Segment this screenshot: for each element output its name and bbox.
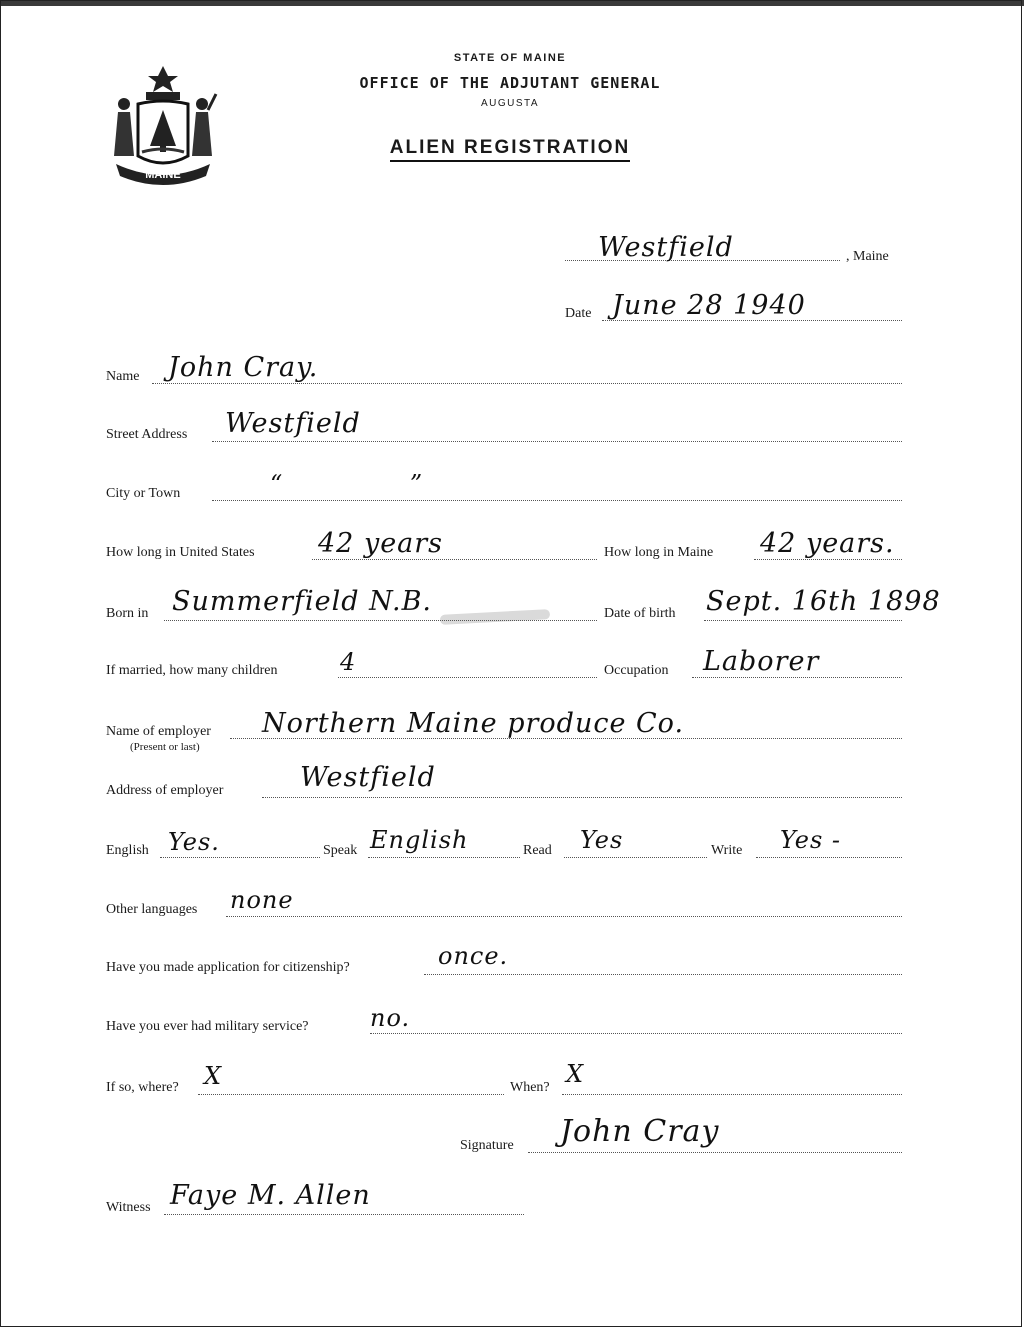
other-languages-label: Other languages — [106, 902, 198, 917]
emp-address-value: Westfield — [300, 762, 436, 793]
employer-label: Name of employer — [106, 724, 211, 739]
witness-value: Faye M. Allen — [170, 1180, 371, 1211]
occupation-label: Occupation — [604, 663, 669, 678]
form-title: ALIEN REGISTRATION — [390, 137, 630, 162]
name-label: Name — [106, 369, 140, 384]
write-line — [756, 857, 902, 858]
occupation-line — [692, 677, 902, 678]
street-line — [212, 441, 902, 442]
state-suffix: , Maine — [846, 249, 889, 264]
employer-sublabel: (Present or last) — [130, 741, 200, 753]
born-value: Summerfield N.B. — [172, 586, 432, 617]
street-label: Street Address — [106, 427, 188, 442]
signature-value: John Cray — [560, 1114, 720, 1149]
when-label: When? — [510, 1080, 550, 1095]
speak-line — [368, 857, 520, 858]
street-value: Westfield — [225, 408, 361, 439]
maine-value: 42 years. — [760, 528, 895, 559]
maine-line — [754, 559, 902, 560]
city-value: “ ” — [270, 470, 483, 498]
name-line — [152, 383, 902, 384]
read-line — [564, 857, 707, 858]
other-languages-value: none — [230, 886, 294, 914]
write-value: Yes - — [780, 826, 842, 854]
citizenship-line — [424, 974, 902, 975]
military-line — [370, 1033, 902, 1034]
dob-line — [704, 620, 902, 621]
children-label: If married, how many children — [106, 663, 278, 678]
witness-line — [164, 1214, 524, 1215]
date-label: Date — [565, 306, 592, 321]
city-line — [212, 500, 902, 501]
us-label: How long in United States — [106, 545, 255, 560]
witness-label: Witness — [106, 1200, 151, 1215]
where-label: If so, where? — [106, 1080, 179, 1095]
dob-label: Date of birth — [604, 606, 676, 621]
maine-state-seal — [108, 64, 218, 190]
born-line — [164, 620, 597, 621]
name-value: John Cray. — [168, 352, 319, 383]
employer-value: Northern Maine produce Co. — [262, 708, 685, 739]
english-value: Yes. — [168, 828, 220, 856]
dob-value: Sept. 16th 1898 — [706, 586, 941, 617]
city-heading: AUGUSTA — [480, 98, 540, 109]
date-value: June 28 1940 — [612, 290, 806, 321]
where-line — [198, 1094, 504, 1095]
citizenship-value: once. — [438, 942, 509, 970]
us-value: 42 years — [318, 528, 444, 559]
children-value: 4 — [340, 648, 357, 676]
children-line — [338, 677, 597, 678]
maine-label: How long in Maine — [604, 545, 714, 560]
english-label: English — [106, 843, 149, 858]
seal-label: MAINE — [145, 169, 181, 181]
write-label: Write — [711, 843, 743, 858]
where-value: X — [204, 1062, 223, 1090]
military-value: no. — [370, 1004, 411, 1032]
citizenship-label: Have you made application for citizenship? — [106, 960, 350, 975]
city-label: City or Town — [106, 486, 181, 501]
office-heading: OFFICE OF THE ADJUTANT GENERAL — [359, 74, 661, 92]
occupation-value: Laborer — [703, 646, 820, 677]
signature-label: Signature — [460, 1138, 514, 1153]
speak-value: English — [370, 826, 469, 854]
military-label: Have you ever had military service? — [106, 1019, 309, 1034]
english-line — [160, 857, 320, 858]
speak-label: Speak — [323, 843, 358, 858]
read-label: Read — [523, 843, 552, 858]
born-label: Born in — [106, 606, 149, 621]
town-value: Westfield — [598, 232, 734, 263]
other-languages-line — [226, 916, 902, 917]
read-value: Yes — [580, 826, 624, 854]
letterhead — [300, 48, 720, 162]
emp-address-label: Address of employer — [106, 783, 224, 798]
signature-line — [528, 1152, 902, 1153]
when-value: X — [566, 1060, 585, 1088]
state-heading: STATE OF MAINE — [453, 52, 567, 64]
when-line — [562, 1094, 902, 1095]
emp-address-line — [262, 797, 902, 798]
us-line — [312, 559, 597, 560]
